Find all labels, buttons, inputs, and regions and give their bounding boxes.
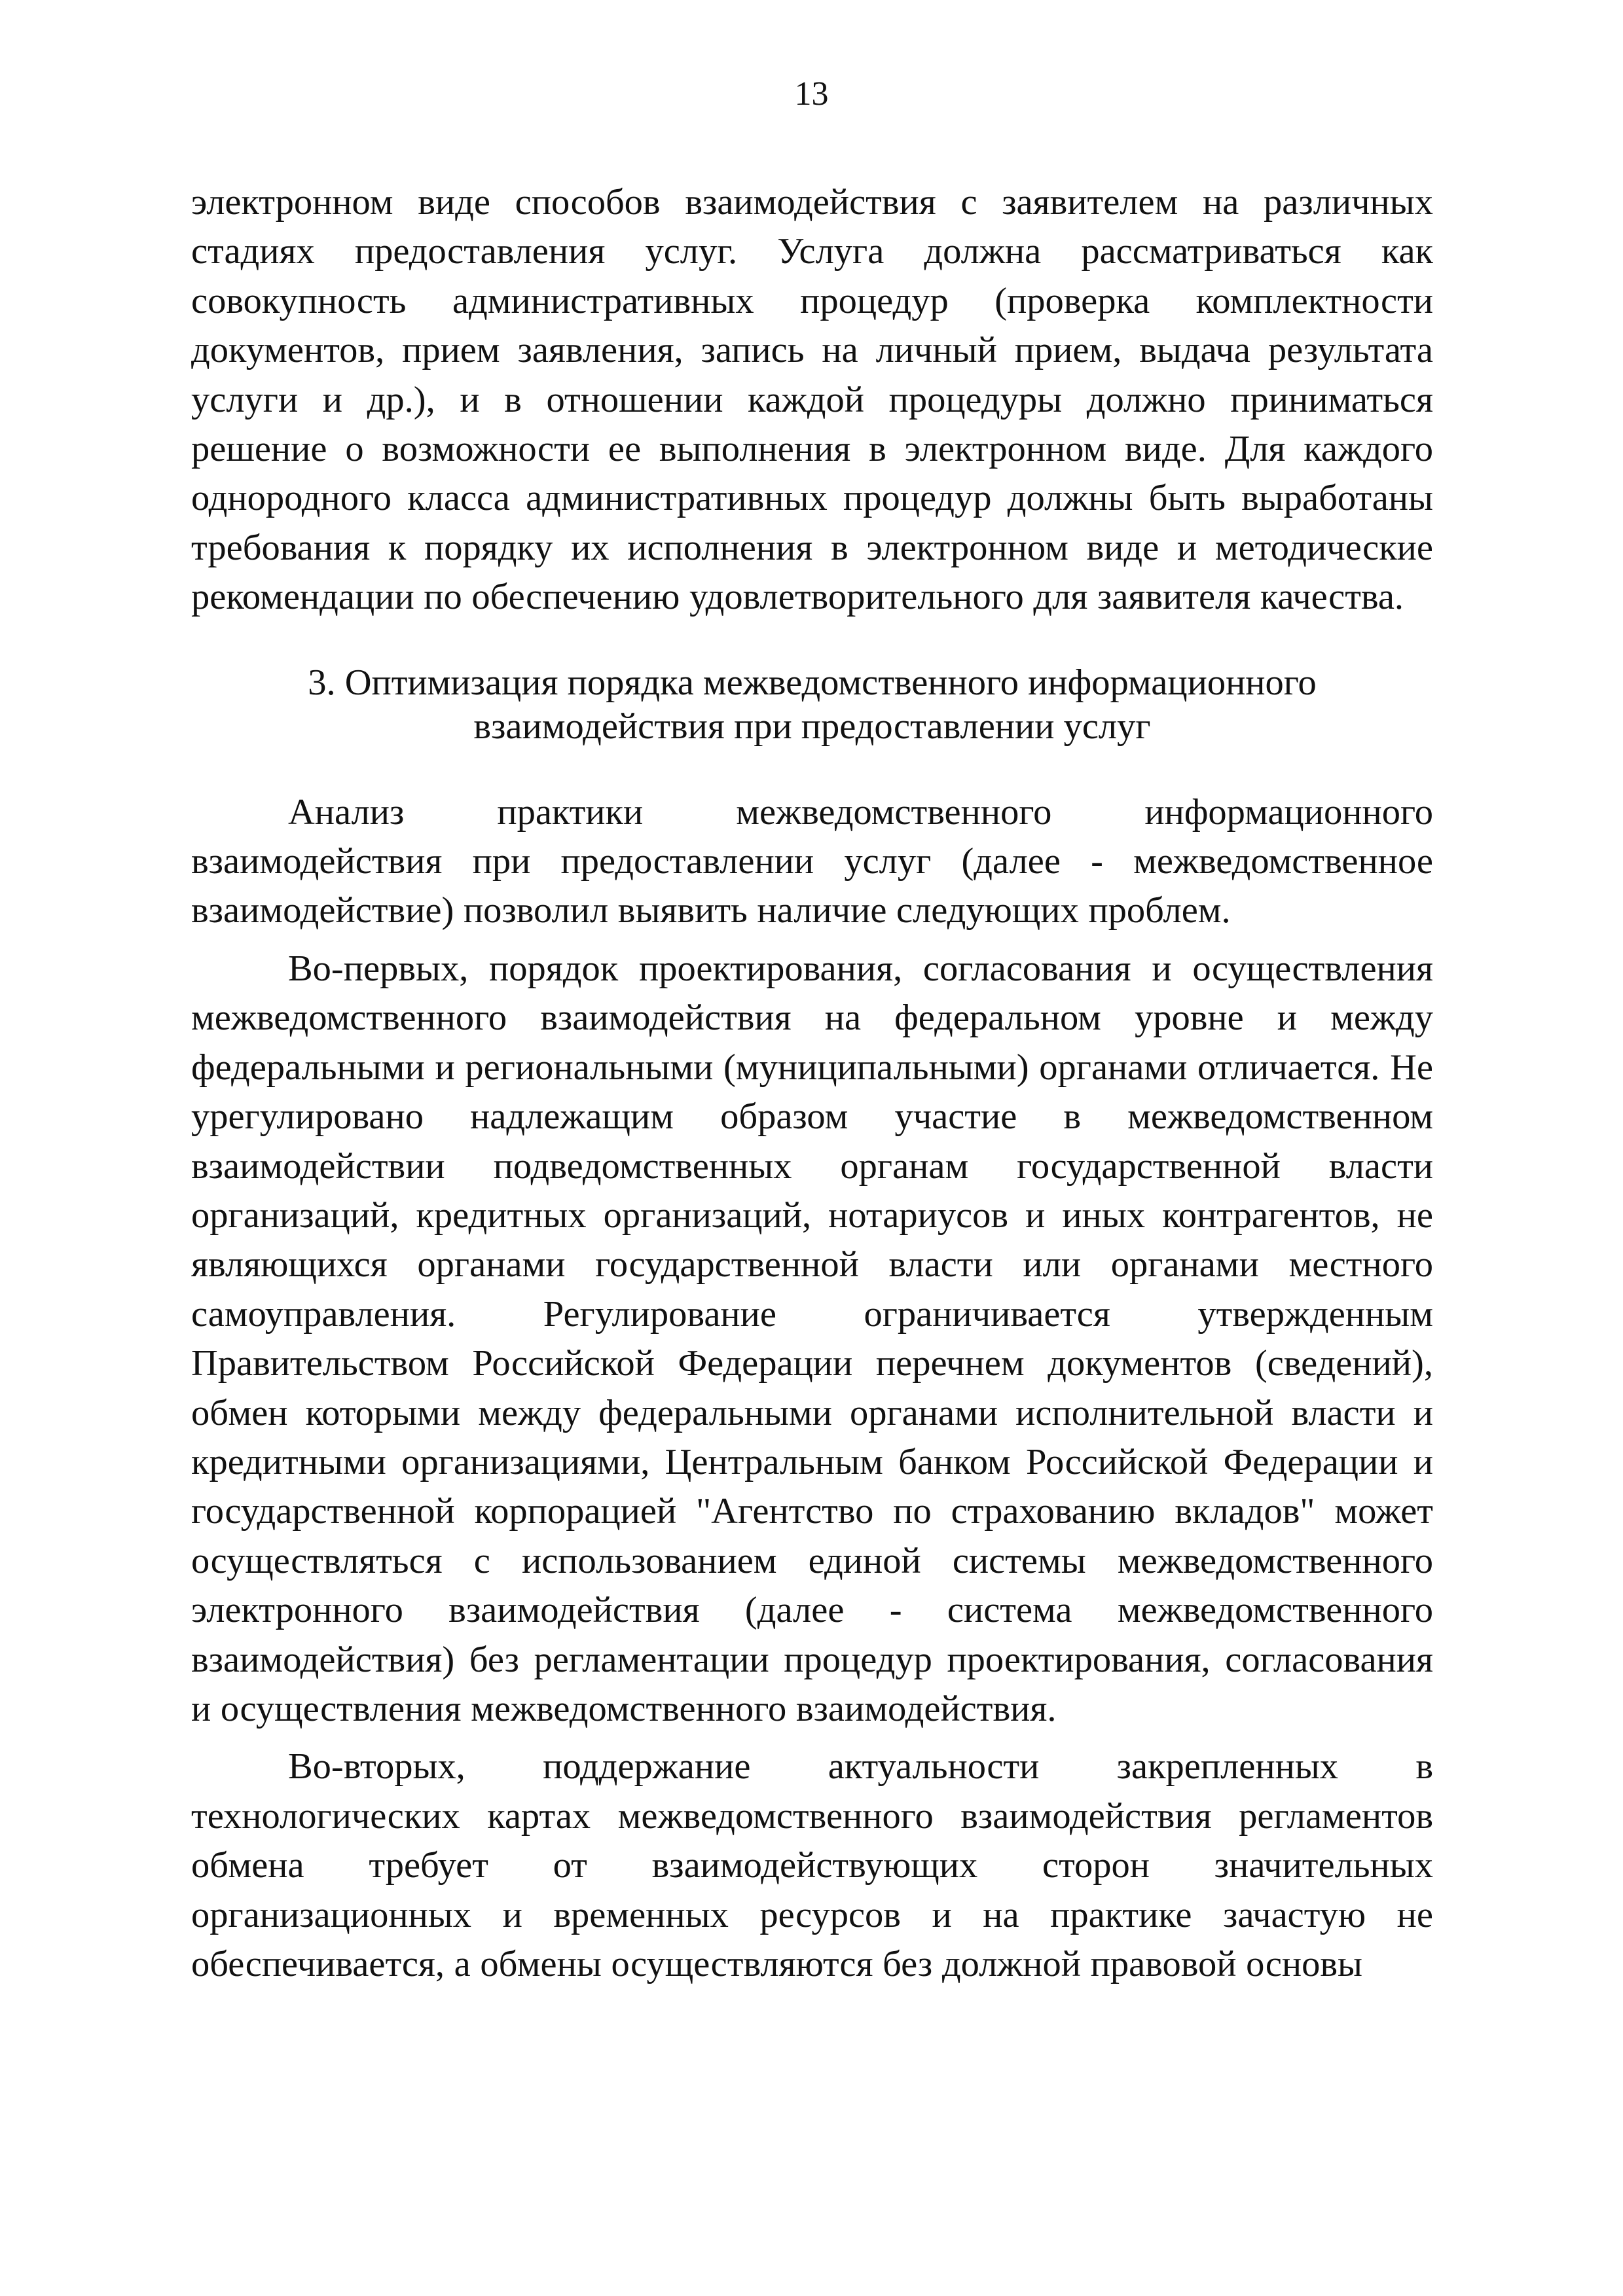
section-heading-line-1: 3. Оптимизация порядка межведомственного информационного	[308, 662, 1317, 703]
paragraph-first-problem: Во-первых, порядок проектирования, согласования и осуществления межведомственного взаимодействия на федеральном уровне и между федеральными и региональными (муниципальными) органами отличается. Не урегулировано надлежащим образом участие в межведомственном взаимодействии подведомственных органам государственной власти организаций, кредитных организаций, нотариусов и иных контрагентов, не являющихся органами государственной власти или органами местного самоуправления. Регулирование ограничивается утвержденным Правительством Российской Федерации перечнем документов (сведений), обмен которыми между федеральными органами исполнительной власти и кредитными организациями, Центральным банком Российской Федерации и государственной корпорацией "Агентство по страхованию вкладов" может осуществляться с использованием единой системы межведомственного электронного взаимодействия (далее - система межведомственного взаимодействия) без регламентации процедур проектирования, согласования и осуществления межведомственного взаимодействия.	[191, 948, 1433, 1729]
section-heading-line-2: взаимодействия при предоставлении услуг	[473, 706, 1151, 747]
paragraph-continuation: электронном виде способов взаимодействия с заявителем на различных стадиях предоставления услуг. Услуга должна рассматриваться как совокупность административных процедур (проверка комплектности документов, прием заявления, запись на личный прием, выдача результата услуги и др.), и в отношении каждой процедуры должно приниматься решение о возможности ее выполнения в электронном виде. Для каждого однородного класса административных процедур должны быть выработаны требования к порядку их исполнения в электронном виде и методические рекомендации по обеспечению удовлетворительного для заявителя качества.	[191, 182, 1433, 618]
paragraph-analysis: Анализ практики межведомственного информационного взаимодействия при предоставлении услуг (далее - межведомственное взаимодействие) позволил выявить наличие следующих проблем.	[191, 791, 1433, 931]
page-number: 13	[794, 75, 829, 113]
section-heading	[191, 661, 1433, 749]
paragraph-second-problem: Во-вторых, поддержание актуальности закрепленных в технологических картах межведомственного взаимодействия регламентов обмена требует от взаимодействующих сторон значительных организационных и временных ресурсов и на практике зачастую не обеспечивается, а обмены осуществляются без должной правовой основы	[191, 1746, 1433, 1984]
document-body	[191, 178, 1433, 1989]
